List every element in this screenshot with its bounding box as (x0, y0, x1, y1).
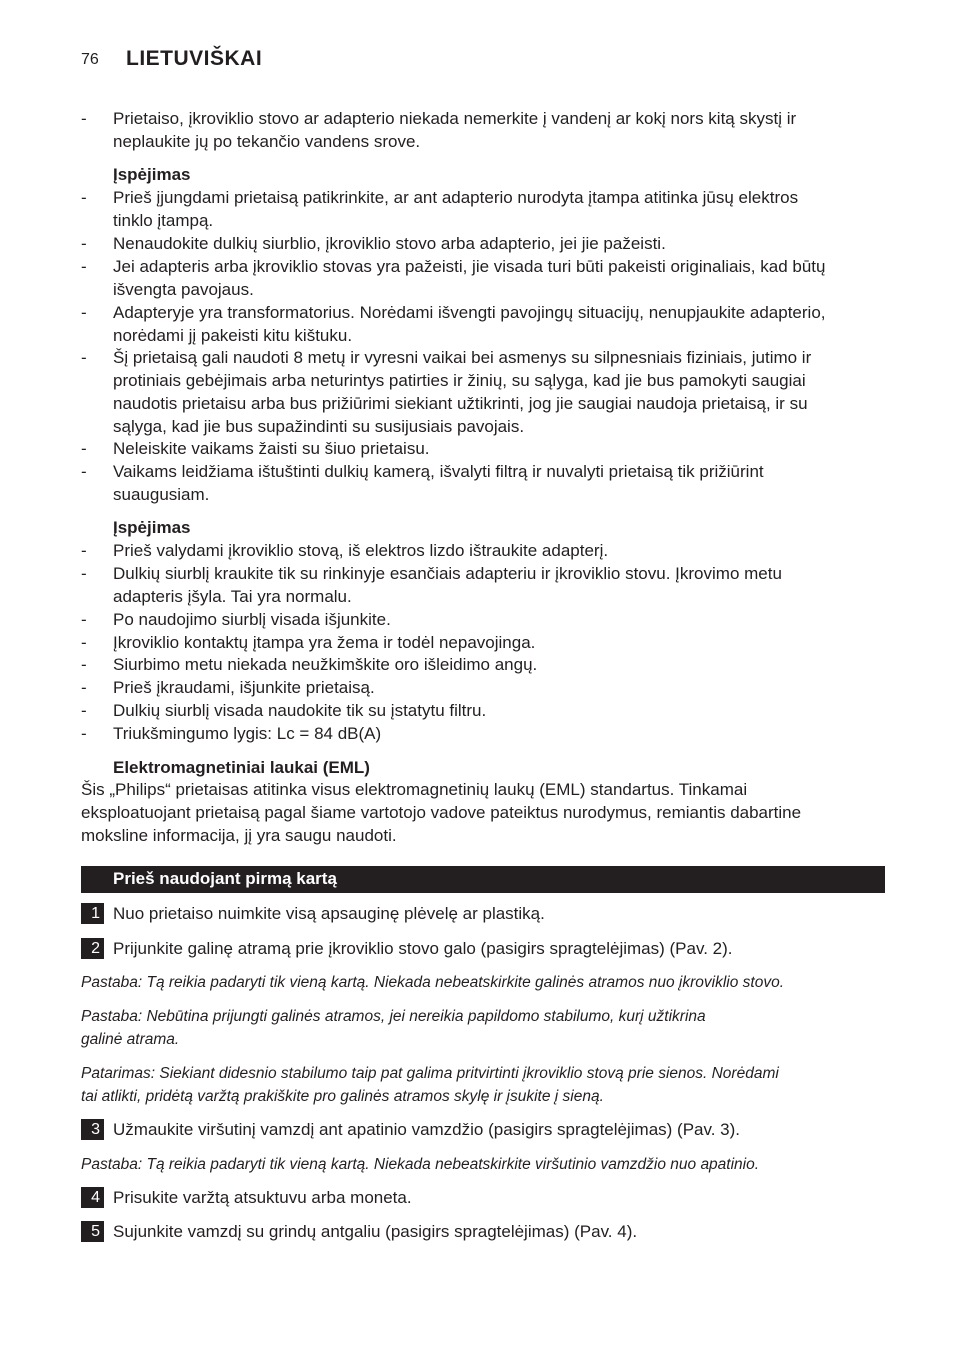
tip (81, 1062, 881, 1108)
paragraph-line: Šis „Philips“ prietaisas atitinka visus elektromagnetinių laukų (EML) standartus. Tinkamai (81, 780, 748, 799)
bullet-dash: - (81, 109, 87, 128)
note (81, 971, 881, 994)
bullet-dash: - (81, 188, 87, 207)
bullet-dash: - (81, 439, 87, 458)
list-item-line: Jei adapteris arba įkroviklio stovas yra pažeisti, jie visada turi būti pakeisti originaliais, kad būtų (113, 257, 826, 276)
step-item (81, 1221, 881, 1243)
step-text: Sujunkite vamzdį su grindų antgaliu (pasigirs spragtelėjimas) (Pav. 4). (113, 1222, 638, 1241)
bullet-dash: - (81, 610, 87, 629)
note-line: Patarimas: Siekiant didesnio stabilumo taip pat galima pritvirtinti įkroviklio stovą prie sienos. Norėdami (81, 1065, 779, 1082)
step-item (81, 903, 881, 925)
list-item-line: tinklo įtampą. (113, 211, 214, 230)
paragraph-line: eksploatuojant prietaisą pagal šiame vartotojo vadove pateiktus nurodymus, remiantis dabartine (81, 803, 802, 822)
bullet-dash: - (81, 348, 87, 367)
bullet-dash: - (81, 234, 87, 253)
step-item (81, 1187, 881, 1209)
step-number-badge (81, 1187, 104, 1208)
list-item-line: Prieš įjungdami prietaisą patikrinkite, ar ant adapterio nurodyta įtampa atitinka jūsų elektros (113, 188, 799, 207)
note (81, 1005, 881, 1051)
emf-heading: Elektromagnetiniai laukai (EML) (113, 758, 370, 777)
bullet-dash: - (81, 678, 87, 697)
list-item-line: Nenaudokite dulkių siurblio, įkroviklio stovo arba adapterio, jei jie pažeisti. (113, 234, 666, 253)
list-item-line: Dulkių siurblį visada naudokite tik su įstatytu filtru. (113, 701, 487, 720)
list-item-line: Prieš įkraudami, išjunkite prietaisą. (113, 678, 375, 697)
list-item-line: suaugusiam. (113, 485, 210, 504)
note (81, 1153, 881, 1176)
list-item-line: Prieš valydami įkroviklio stovą, iš elektros lizdo ištraukite adapterį. (113, 541, 609, 560)
list-item-line: Neleiskite vaikams žaisti su šiuo prietaisu. (113, 439, 430, 458)
page-number: 76 (81, 51, 99, 68)
list-item-line: naudotis prietaisu arba bus prižiūrimi siekiant užtikrinti, jog jie saugiai naudoja prietaisą, ir su (113, 394, 808, 413)
step-number-badge (81, 1221, 104, 1242)
list-item-line: norėdami jį pakeisti kitu kištuku. (113, 326, 353, 345)
step-number: 4 (91, 1189, 100, 1206)
bullet-dash: - (81, 257, 87, 276)
step-number: 2 (91, 940, 100, 957)
step-number-badge (81, 938, 104, 959)
bullet-dash: - (81, 701, 87, 720)
page-language-title: LIETUVIŠKAI (126, 47, 263, 70)
list-item-line: Po naudojimo siurblį visada išjunkite. (113, 610, 391, 629)
list-item-line: neplaukite jų po tekančio vandens srove. (113, 132, 421, 151)
note-line: tai atlikti, pridėtą varžtą prakiškite pro galinės atramos skylę ir įsukite į sieną. (81, 1088, 604, 1105)
step-number: 1 (91, 905, 100, 922)
step-text: Nuo prietaiso nuimkite visą apsauginę plėvelę ar plastiką. (113, 904, 545, 923)
list-item-line: Adapteryje yra transformatorius. Norėdami išvengti pavojingų situacijų, nenupjaukite adapterio, (113, 303, 826, 322)
bullet-dash: - (81, 633, 87, 652)
list-item-line: protiniais gebėjimais arba neturintys patirties ir žinių, su sąlyga, kad jie bus pamokyti saugiai (113, 371, 806, 390)
bullet-dash: - (81, 462, 87, 481)
list-item-line: Triukšmingumo lygis: Lc = 84 dB(A) (113, 724, 382, 743)
step-item (81, 938, 881, 960)
list-item-line: Prietaiso, įkroviklio stovo ar adapterio niekada nemerkite į vandenį ar kokį nors kitą skystį ir (113, 109, 797, 128)
list-item-line: išvengta pavojaus. (113, 280, 254, 299)
note-line: Pastaba: Nebūtina prijungti galinės atramos, jei nereikia papildomo stabilumo, kurį užtikrina (81, 1008, 706, 1025)
bullet-dash: - (81, 541, 87, 560)
list-item-line: Įkroviklio kontaktų įtampa yra žema ir todėl nepavojinga. (113, 633, 536, 652)
note-line: Pastaba: Tą reikia padaryti tik vieną kartą. Niekada nebeatskirkite galinės atramos nuo įkroviklio stovo. (81, 974, 785, 991)
step-number-badge (81, 1119, 104, 1140)
bullet-dash: - (81, 303, 87, 322)
list-item-line: Vaikams leidžiama ištuštinti dulkių kamerą, išvalyti filtrą ir nuvalyti prietaisą tik prižiūrint (113, 462, 764, 481)
list-item-line: sąlyga, kad jie bus supažindinti su susijusiais pavojais. (113, 417, 525, 436)
bullet-dash: - (81, 655, 87, 674)
bullet-dash: - (81, 724, 87, 743)
step-number: 3 (91, 1121, 100, 1138)
step-item (81, 1119, 881, 1141)
note-line: Pastaba: Tą reikia padaryti tik vieną kartą. Niekada nebeatskirkite viršutinio vamzdžio nuo apatinio. (81, 1156, 760, 1173)
list-item-line: Dulkių siurblį kraukite tik su rinkinyje esančiais adapteriu ir įkroviklio stovu. Įkrovimo metu (113, 564, 782, 583)
warning-heading: Įspėjimas (113, 518, 191, 537)
list-item-line: adapteris įšyla. Tai yra normalu. (113, 587, 352, 606)
step-text: Prijunkite galinę atramą prie įkroviklio stovo galo (pasigirs spragtelėjimas) (Pav. 2). (113, 939, 733, 958)
emf-paragraph (81, 778, 881, 847)
section-heading (81, 866, 885, 893)
step-text: Užmaukite viršutinį vamzdį ant apatinio vamzdžio (pasigirs spragtelėjimas) (Pav. 3). (113, 1120, 741, 1139)
paragraph-line: moksline informacija, jį yra saugu naudoti. (81, 826, 397, 845)
warning-heading: Įspėjimas (113, 165, 191, 184)
note-line: galinė atrama. (81, 1031, 180, 1048)
step-number-badge (81, 903, 104, 924)
list-item-line: Siurbimo metu niekada neužkimškite oro išleidimo angų. (113, 655, 538, 674)
list-item-line: Šį prietaisą gali naudoti 8 metų ir vyresni vaikai bei asmenys su silpnesniais fiziniais, jutimo ir (113, 348, 812, 367)
step-number: 5 (91, 1223, 100, 1240)
step-text: Prisukite varžtą atsuktuvu arba moneta. (113, 1188, 412, 1207)
bullet-dash: - (81, 564, 87, 583)
section-title: Prieš naudojant pirmą kartą (113, 869, 337, 888)
